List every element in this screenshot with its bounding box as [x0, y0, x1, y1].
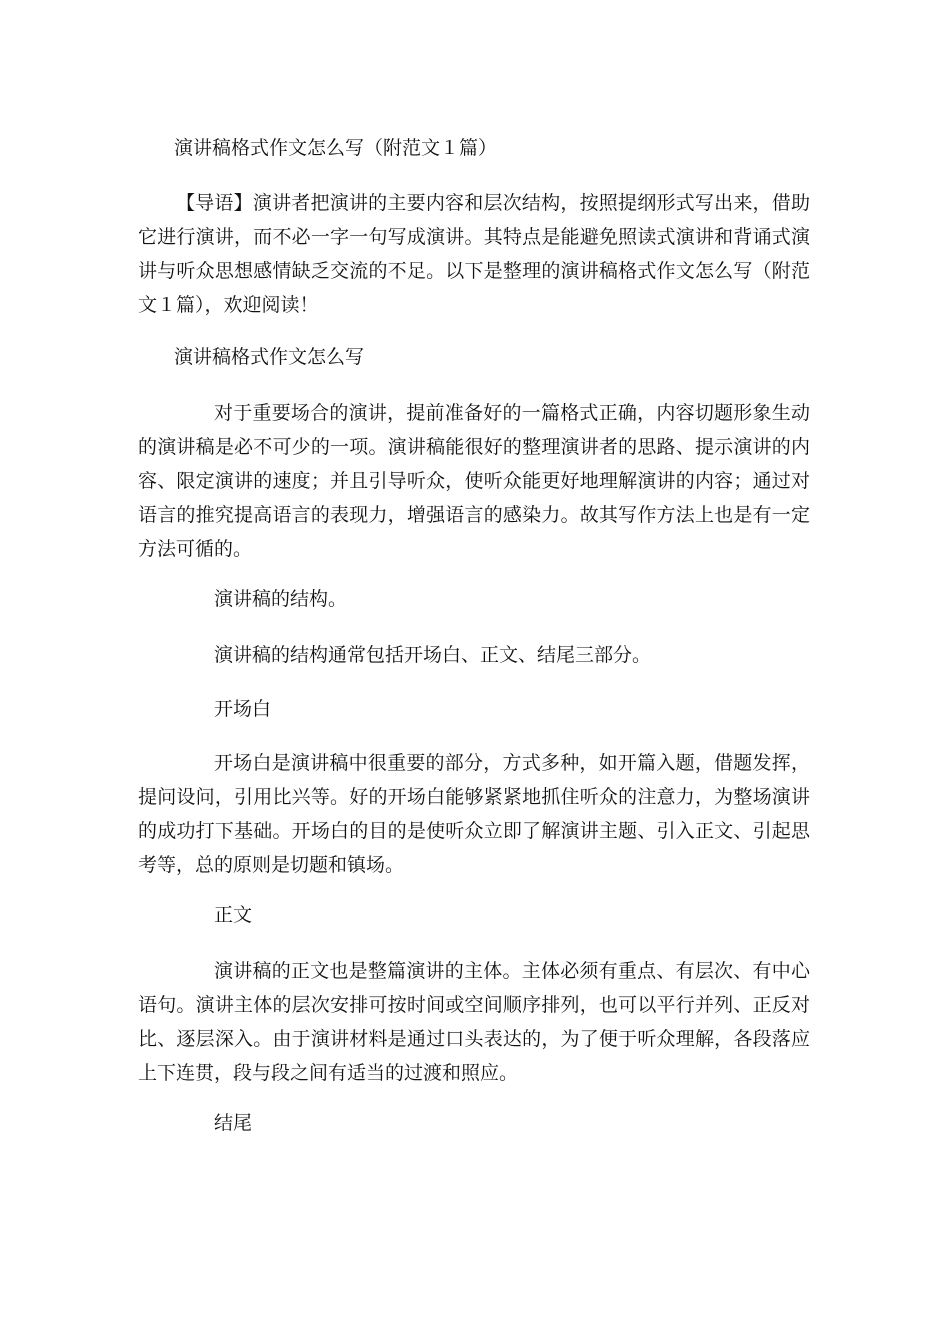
- ending-heading: 结尾: [214, 1112, 253, 1134]
- body-paragraph-1: 对于重要场合的演讲，提前准备好的一篇格式正确，内容切题形象生动的演讲稿是必不可少的一项。演讲稿能很好的整理演讲者的思路、提示演讲的内容、限定演讲的速度；并且引导听众，使听众能更好地理解演讲的内容；通过对语言的推究提高语言的表现力，增强语言的感染力。故其写作方法上也是有一定方法可循的。: [138, 402, 810, 560]
- opening-paragraph: 开场白是演讲稿中很重要的部分，方式多种，如开篇入题，借题发挥，提问设问，引用比兴等。好的开场白能够紧紧地抓住听众的注意力，为整场演讲的成功打下基础。开场白的目的是使听众立即了解演讲主题、引入正文、引起思考等，总的原则是切题和镇场。: [138, 752, 810, 876]
- section-title: 演讲稿格式作文怎么写: [174, 346, 365, 368]
- structure-paragraph: 演讲稿的结构通常包括开场白、正文、结尾三部分。: [214, 644, 652, 666]
- body-paragraph-2: 演讲稿的正文也是整篇演讲的主体。主体必须有重点、有层次、有中心语句。演讲主体的层次安排可按时间或空间顺序排列，也可以平行并列、正反对比、逐层深入。由于演讲材料是通过口头表达的，为了便于听众理解，各段落应上下连贯，段与段之间有适当的过渡和照应。: [138, 960, 810, 1084]
- structure-heading: 演讲稿的结构。: [214, 588, 348, 610]
- body-heading: 正文: [214, 904, 253, 926]
- opening-heading: 开场白: [214, 698, 272, 720]
- intro-paragraph: 【导语】演讲者把演讲的主要内容和层次结构，按照提纲形式写出来，借助它进行演讲，而不必一字一句写成演讲。其特点是能避免照读式演讲和背诵式演讲与听众思想感情缺乏交流的不足。以下是整理的演讲稿格式作文怎么写（附范文１篇），欢迎阅读！: [138, 192, 810, 316]
- document-title: 演讲稿格式作文怎么写（附范文１篇）: [174, 137, 498, 159]
